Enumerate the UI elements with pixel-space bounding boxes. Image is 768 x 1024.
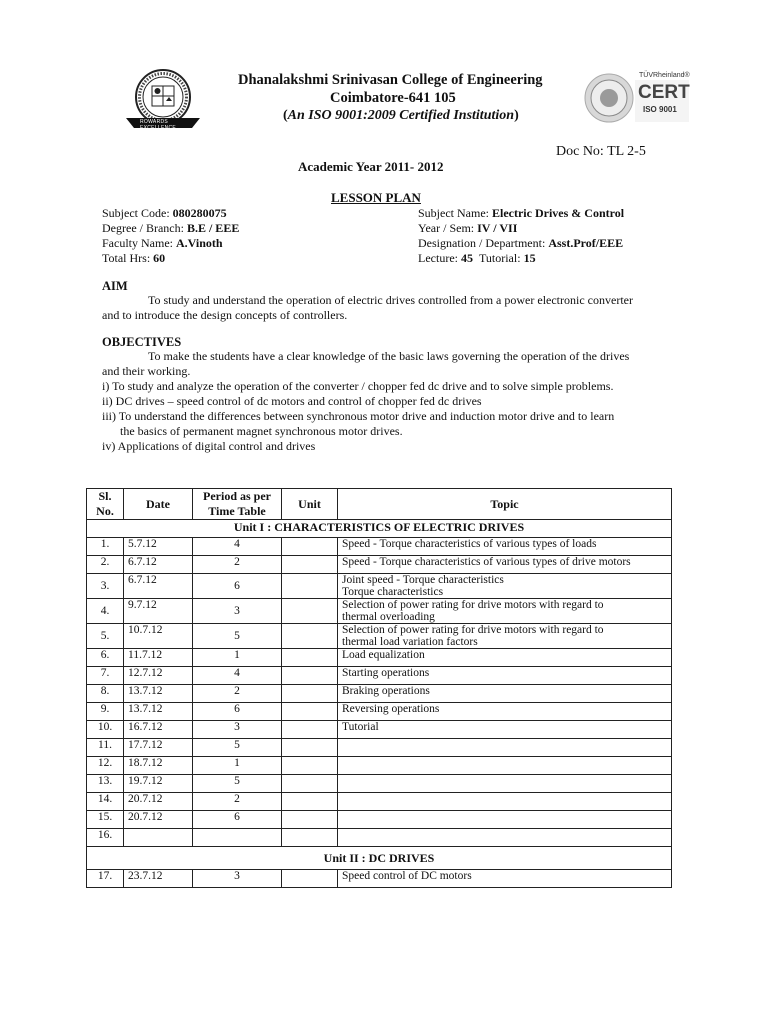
cell-unit xyxy=(282,793,338,811)
cell-date: 13.7.12 xyxy=(124,685,193,703)
lecture-label: Lecture: xyxy=(418,251,461,265)
logo-motto: ROWARDS EXCELLENCE xyxy=(140,119,177,131)
table-row xyxy=(87,829,672,847)
cell-topic xyxy=(338,624,672,649)
cell-sl: 7. xyxy=(87,667,124,685)
topic-line: Torque characteristics xyxy=(342,586,444,598)
cell-sl: 16. xyxy=(87,829,124,847)
cell-unit xyxy=(282,757,338,775)
cell-unit xyxy=(282,556,338,574)
cell-sl: 1. xyxy=(87,538,124,556)
cell-topic xyxy=(338,757,672,775)
topic-line: Speed control of DC motors xyxy=(342,870,472,882)
cell-period: 2 xyxy=(193,556,282,574)
cell-topic xyxy=(338,739,672,757)
topic-line: Braking operations xyxy=(342,685,430,697)
degree-label: Degree / Branch: xyxy=(102,221,187,235)
topic-line: Tutorial xyxy=(342,721,379,733)
cell-date: 17.7.12 xyxy=(124,739,193,757)
cell-topic xyxy=(338,703,672,721)
year-label: Year / Sem: xyxy=(418,221,478,235)
cell-topic xyxy=(338,556,672,574)
cell-unit xyxy=(282,649,338,667)
cell-period: 6 xyxy=(193,703,282,721)
hours-row xyxy=(102,251,239,266)
cell-unit xyxy=(282,599,338,624)
iso-text: An ISO 9001:2009 Certified Institution xyxy=(287,108,515,123)
unit-2-title: Unit II : DC DRIVES xyxy=(87,847,672,870)
cert-top-text: TÜVRheinland® xyxy=(639,72,690,79)
cell-date: 16.7.12 xyxy=(124,721,193,739)
topic-line: thermal overloading xyxy=(342,611,435,623)
cell-sl: 2. xyxy=(87,556,124,574)
info-right xyxy=(418,206,624,266)
topic-line: Reversing operations xyxy=(342,703,440,715)
cell-sl: 12. xyxy=(87,757,124,775)
aim-line-1: To study and understand the operation of electric drives controlled from a power electronic converter xyxy=(148,293,633,307)
table-row xyxy=(87,775,672,793)
topic-line: thermal load variation factors xyxy=(342,636,478,648)
unit-2-body xyxy=(87,847,672,888)
cell-period: 6 xyxy=(193,574,282,599)
hours: 60 xyxy=(153,251,166,265)
cell-date: 10.7.12 xyxy=(124,624,193,649)
cell-period: 3 xyxy=(193,870,282,888)
table-row xyxy=(87,556,672,574)
table-row xyxy=(87,624,672,649)
cell-date: 5.7.12 xyxy=(124,538,193,556)
cell-topic xyxy=(338,685,672,703)
cell-sl: 5. xyxy=(87,624,124,649)
cell-period: 2 xyxy=(193,685,282,703)
subject-name-row xyxy=(418,206,624,221)
table-row xyxy=(87,811,672,829)
topic-line: Speed - Torque characteristics of various types of loads xyxy=(342,538,597,550)
table-row xyxy=(87,649,672,667)
cell-sl: 13. xyxy=(87,775,124,793)
cell-date: 18.7.12 xyxy=(124,757,193,775)
cell-sl: 6. xyxy=(87,649,124,667)
cell-period: 1 xyxy=(193,757,282,775)
degree: B.E / EEE xyxy=(186,221,240,235)
cell-unit xyxy=(282,811,338,829)
cell-period: 2 xyxy=(193,793,282,811)
cell-period: 6 xyxy=(193,811,282,829)
cert-std-text: ISO 9001 xyxy=(643,105,677,114)
cell-period xyxy=(193,829,282,847)
subject-name-label: Subject Name: xyxy=(418,206,492,220)
cell-period: 4 xyxy=(193,667,282,685)
cell-date: 9.7.12 xyxy=(124,599,193,624)
cell-date: 23.7.12 xyxy=(124,870,193,888)
cell-unit xyxy=(282,574,338,599)
cell-unit xyxy=(282,829,338,847)
cell-topic xyxy=(338,599,672,624)
cell-topic xyxy=(338,538,672,556)
table-row xyxy=(87,793,672,811)
cell-unit xyxy=(282,870,338,888)
cell-topic xyxy=(338,793,672,811)
cell-sl: 9. xyxy=(87,703,124,721)
designation-row xyxy=(418,236,624,251)
table-row xyxy=(87,667,672,685)
faculty-row xyxy=(102,236,239,251)
topic-line: Load equalization xyxy=(342,649,425,661)
unit-1-title: Unit I : CHARACTERISTICS OF ELECTRIC DRIVES xyxy=(87,520,672,538)
year-row xyxy=(418,221,624,236)
cell-unit xyxy=(282,721,338,739)
cell-period: 3 xyxy=(193,721,282,739)
cell-topic xyxy=(338,667,672,685)
doc-number: Doc No: TL 2-5 xyxy=(556,144,646,159)
subject-code: 080280075 xyxy=(172,206,227,220)
table-row xyxy=(87,685,672,703)
col-period: Period as per Time Table xyxy=(193,489,282,520)
cell-date: 20.7.12 xyxy=(124,793,193,811)
table-row xyxy=(87,599,672,624)
cell-period: 5 xyxy=(193,739,282,757)
subject-code-row xyxy=(102,206,239,221)
cell-period: 1 xyxy=(193,649,282,667)
topic-line: Speed - Torque characteristics of various types of drive motors xyxy=(342,556,631,568)
cell-period: 5 xyxy=(193,624,282,649)
table-row xyxy=(87,574,672,599)
cell-topic xyxy=(338,829,672,847)
designation: Asst.Prof/EEE xyxy=(548,236,624,250)
cell-sl: 10. xyxy=(87,721,124,739)
aim-heading: AIM xyxy=(102,279,128,293)
table-row xyxy=(87,870,672,888)
col-unit: Unit xyxy=(282,489,338,520)
page-title: LESSON PLAN xyxy=(331,190,421,205)
cell-unit xyxy=(282,739,338,757)
cell-unit xyxy=(282,538,338,556)
college-logo xyxy=(122,66,204,136)
table-header-row xyxy=(87,489,672,520)
cert-badge xyxy=(583,70,691,126)
cell-sl: 17. xyxy=(87,870,124,888)
cell-sl: 4. xyxy=(87,599,124,624)
cell-sl: 3. xyxy=(87,574,124,599)
objective-item: i) To study and analyze the operation of the converter / chopper fed dc drive and to solve simple problems. xyxy=(102,379,614,393)
col-date: Date xyxy=(124,489,193,520)
faculty-label: Faculty Name: xyxy=(102,236,176,250)
tutorial-label: Tutorial: xyxy=(478,251,524,265)
objectives-heading: OBJECTIVES xyxy=(102,335,182,349)
unit-1-body xyxy=(87,520,672,847)
cell-unit xyxy=(282,624,338,649)
topic-line: Selection of power rating for drive motors with regard to xyxy=(342,599,604,611)
table-row xyxy=(87,739,672,757)
college-name: Dhanalakshmi Srinivasan College of Engineering xyxy=(238,72,543,88)
iso-open: ( xyxy=(283,108,288,123)
cell-date: 6.7.12 xyxy=(124,556,193,574)
aim-text xyxy=(102,293,702,323)
objectives-line-2: and their working. xyxy=(102,364,191,378)
table-row xyxy=(87,757,672,775)
objective-item: iii) To understand the differences between synchronous motor drive and induction motor drive and to learn xyxy=(102,409,615,423)
cell-sl: 14. xyxy=(87,793,124,811)
table-row xyxy=(87,703,672,721)
aim-line-2: and to introduce the design concepts of controllers. xyxy=(102,308,348,322)
col-sl: Sl. No. xyxy=(87,489,124,520)
objective-item: iv) Applications of digital control and drives xyxy=(102,439,316,453)
college-city: Coimbatore-641 105 xyxy=(330,90,456,106)
cell-unit xyxy=(282,775,338,793)
cell-topic xyxy=(338,811,672,829)
academic-year: Academic Year 2011- 2012 xyxy=(298,159,444,174)
cell-unit xyxy=(282,685,338,703)
cell-topic xyxy=(338,721,672,739)
designation-label: Designation / Department: xyxy=(418,236,549,250)
hours-label: Total Hrs: xyxy=(102,251,154,265)
cell-period: 3 xyxy=(193,599,282,624)
cell-topic xyxy=(338,775,672,793)
cell-date: 19.7.12 xyxy=(124,775,193,793)
degree-row xyxy=(102,221,239,236)
unit-header xyxy=(87,520,672,538)
unit-header xyxy=(87,847,672,870)
lesson-table xyxy=(86,488,672,888)
cell-topic xyxy=(338,649,672,667)
cell-date xyxy=(124,829,193,847)
lecture: 45 xyxy=(460,251,473,265)
col-topic: Topic xyxy=(338,489,672,520)
subject-code-label: Subject Code: xyxy=(102,206,173,220)
objectives-line-1: To make the students have a clear knowledge of the basic laws governing the operation of the drives xyxy=(148,349,630,363)
cert-big-text: CERT xyxy=(638,82,690,103)
cell-date: 13.7.12 xyxy=(124,703,193,721)
topic-line: Selection of power rating for drive motors with regard to xyxy=(342,624,604,636)
iso-line xyxy=(283,108,519,124)
cell-period: 4 xyxy=(193,538,282,556)
cell-date: 20.7.12 xyxy=(124,811,193,829)
objectives-text xyxy=(102,349,702,454)
cell-date: 12.7.12 xyxy=(124,667,193,685)
cell-period: 5 xyxy=(193,775,282,793)
tutorial: 15 xyxy=(523,251,536,265)
subject-name: Electric Drives & Control xyxy=(491,206,625,220)
iso-close: ) xyxy=(514,108,519,123)
cell-sl: 11. xyxy=(87,739,124,757)
info-left xyxy=(102,206,239,266)
cell-unit xyxy=(282,703,338,721)
cell-topic xyxy=(338,574,672,599)
table-row xyxy=(87,538,672,556)
objective-item: ii) DC drives – speed control of dc motors and control of chopper fed dc drives xyxy=(102,394,482,408)
year-sem: IV / VII xyxy=(477,221,518,235)
lecture-row xyxy=(418,251,624,266)
faculty: A.Vinoth xyxy=(175,236,223,250)
topic-line: Starting operations xyxy=(342,667,430,679)
topic-line: Joint speed - Torque characteristics xyxy=(342,574,504,586)
cell-date: 6.7.12 xyxy=(124,574,193,599)
cell-sl: 8. xyxy=(87,685,124,703)
cell-date: 11.7.12 xyxy=(124,649,193,667)
cell-sl: 15. xyxy=(87,811,124,829)
cell-topic xyxy=(338,870,672,888)
objective-item: the basics of permanent magnet synchronous motor drives. xyxy=(120,424,403,438)
cell-unit xyxy=(282,667,338,685)
table-row xyxy=(87,721,672,739)
